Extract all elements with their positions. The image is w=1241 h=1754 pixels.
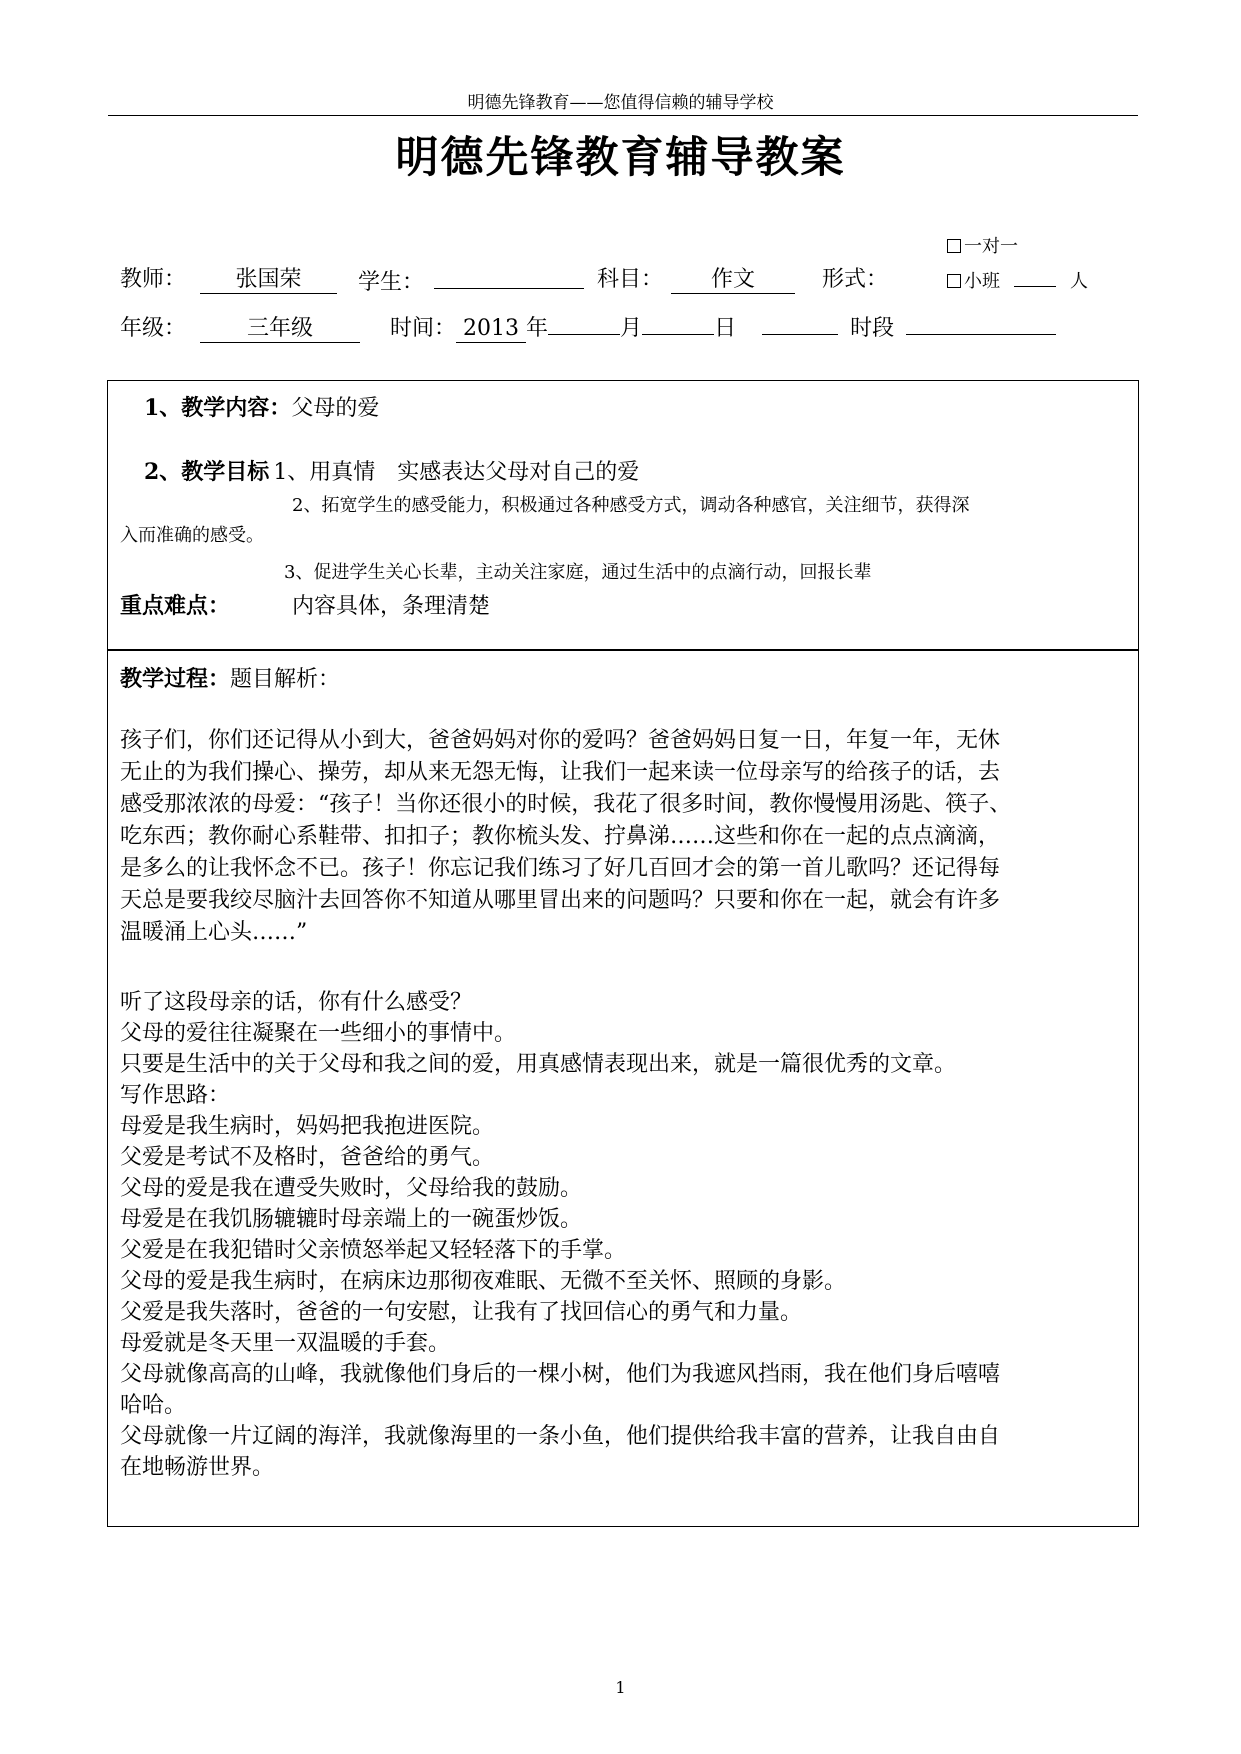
process-label-value: 题目解析： [230,667,341,692]
paragraph-line: 听了这段母亲的话，你有什么感受？ [120,990,473,1015]
goal-2: 2、拓宽学生的感受能力，积极通过各种感受方式，调动各种感官，关注细节，获得深 [292,495,970,516]
form-label: 形式： [822,267,889,292]
paragraph-line: 感受那浓浓的母爱：“孩子！当你还很小的时候，我花了很多时间，教你慢慢用汤匙、筷子、 [120,792,1012,817]
month-blank [548,308,620,335]
subject-value: 作文 [671,267,795,294]
year-label: 年 [526,316,549,341]
process-header [120,662,340,693]
subject-row [597,262,795,294]
paragraph-line: 父母就像一片辽阔的海洋，我就像海里的一条小鱼，他们提供给我丰富的营养，让我自由自 [120,1424,1001,1449]
info-row-2 [120,308,1056,343]
goal-2-cont: 入而准确的感受。 [120,525,264,546]
period-label: 时段 [850,316,895,341]
student-value [434,262,584,289]
period-value [906,308,1056,335]
form-option-small-class[interactable]: 小班 人 [947,266,1088,293]
paragraph-line: 母爱是在我饥肠辘辘时母亲端上的一碗蛋炒饭。 [120,1207,583,1232]
teacher-label: 教师： [120,267,187,292]
day-label: 日 [714,316,737,341]
paragraph-line: 吃东西；教你耐心系鞋带、扣扣子；教你梳头发、拧鼻涕……这些和你在一起的点点滴滴， [120,824,1001,849]
class-size-blank [1014,266,1056,287]
process-label: 教学过程： [120,666,231,692]
year-value: 2013 [456,316,526,343]
checkbox-icon[interactable] [947,239,961,253]
paragraph-line: 父母的爱往往凝聚在一些细小的事情中。 [120,1021,517,1046]
paragraph-line: 写作思路： [120,1083,231,1108]
goal-row [144,455,639,486]
paragraph-line: 父爱是在我犯错时父亲愤怒举起又轻轻落下的手掌。 [120,1238,627,1263]
paragraph-line: 哈哈。 [120,1393,187,1418]
content-row [144,391,379,422]
paragraph-line: 温暖涌上心头……” [120,920,308,945]
page-header: 明德先锋教育——您值得信赖的辅导学校 [467,93,774,113]
content-value: 父母的爱 [291,396,380,421]
content-label: 1、教学内容： [144,395,292,421]
paragraph-line: 天总是要我绞尽脑汁去回答你不知道从哪里冒出来的问题吗？只要和你在一起，就会有许多 [120,888,1001,913]
paragraph-line: 父母就像高高的山峰，我就像他们身后的一棵小树，他们为我遮风挡雨，我在他们身后嘻嘻 [120,1362,1001,1387]
student-row [358,262,584,296]
process-section [107,649,1139,1527]
goal-label: 2、教学目标 [144,459,270,485]
paragraph-line: 孩子们，你们还记得从小到大，爸爸妈妈对你的爱吗？爸爸妈妈日复一日，年复一年，无休 [120,728,1001,753]
day-blank [642,308,714,335]
goal-3: 3、促进学生关心长辈，主动关注家庭，通过生活中的点滴行动，回报长辈 [284,562,872,583]
paragraph-line: 母爱是我生病时，妈妈把我抱进医院。 [120,1114,495,1139]
month-label: 月 [620,316,643,341]
paragraph-line: 父爱是我失落时，爸爸的一句安慰，让我有了找回信心的勇气和力量。 [120,1300,803,1325]
page-number: 1 [615,1678,626,1697]
page-title: 明德先锋教育辅导教案 [395,133,846,183]
goal-1: 1、用真情 实感表达父母对自己的爱 [273,460,640,485]
header-rule [108,115,1138,116]
paragraph-line: 父母的爱是我生病时，在病床边那彻夜难眠、无微不至关怀、照顾的身影。 [120,1269,847,1294]
paragraph-line: 父母的爱是我在遭受失败时，父母给我的鼓励。 [120,1176,583,1201]
objectives-section [107,380,1139,651]
key-value: 内容具体，条理清楚 [292,594,491,619]
paragraph-line: 是多么的让我怀念不已。孩子！你忘记我们练习了好几百回才会的第一首儿歌吗？还记得每 [120,856,1001,881]
grade-value: 三年级 [200,316,360,343]
checkbox-icon[interactable] [947,274,961,288]
period-blank [762,308,838,335]
form-option-one-on-one[interactable]: 一对一 [947,232,1018,258]
time-label: 时间： [390,316,457,341]
key-row [120,589,490,620]
paragraph-line: 在地畅游世界。 [120,1455,275,1480]
paragraph-line: 只要是生活中的关于父母和我之间的爱，用真感情表现出来，就是一篇很优秀的文章。 [120,1052,957,1077]
teacher-value: 张国荣 [200,267,337,294]
subject-label: 科目： [597,267,664,292]
form-unit: 人 [1070,271,1088,292]
paragraph-line: 无止的为我们操心、操劳，却从来无怨无悔，让我们一起来读一位母亲写的给孩子的话，去 [120,760,1001,785]
key-label: 重点难点： [120,593,231,619]
info-row-1 [120,262,337,294]
paragraph-line: 母爱就是冬天里一双温暖的手套。 [120,1331,451,1356]
student-label: 学生： [358,270,425,295]
paragraph-1 [120,725,1011,949]
paragraph-2 [120,987,1000,1483]
grade-label: 年级： [120,316,187,341]
paragraph-line: 父爱是考试不及格时，爸爸给的勇气。 [120,1145,495,1170]
